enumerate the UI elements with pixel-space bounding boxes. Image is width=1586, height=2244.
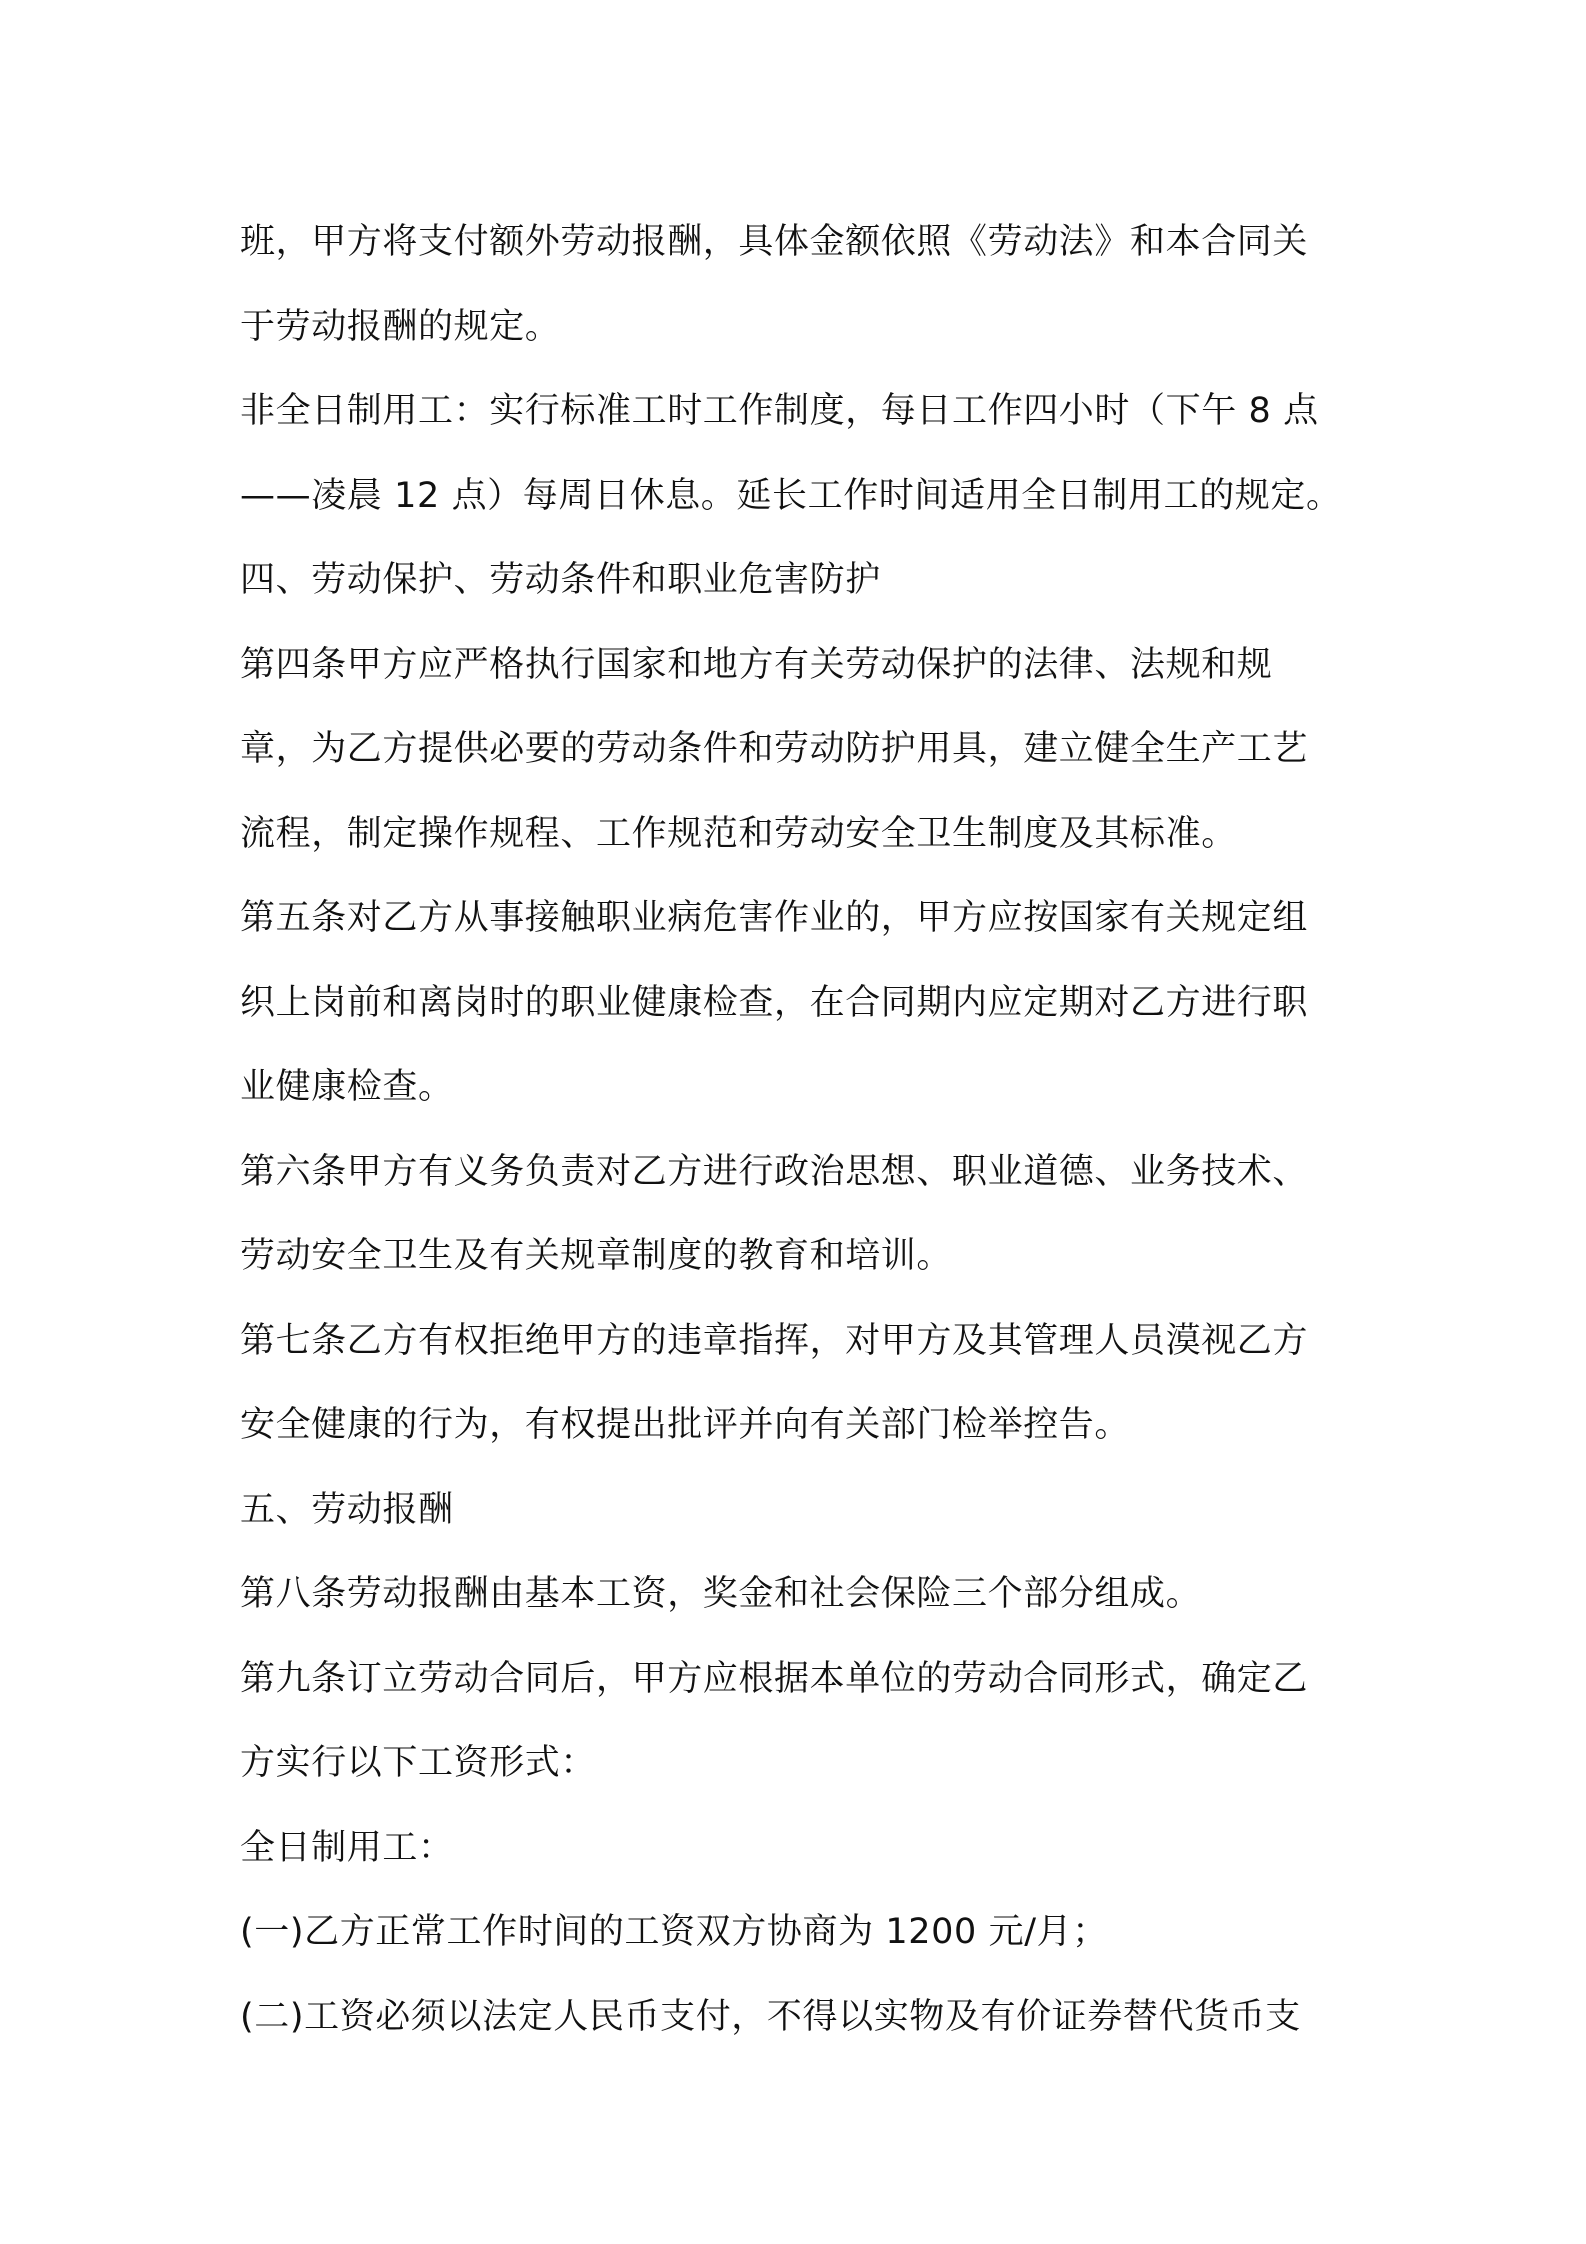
section-heading-remuneration: 五、劳动报酬 [240,1489,454,1530]
text-line: 第七条乙方有权拒绝甲方的违章指挥，对甲方及其管理人员漠视乙方 [240,1320,1309,1361]
text-line: 第八条劳动报酬由基本工资，奖金和社会保险三个部分组成。 [240,1574,1202,1614]
text-line: 安全健康的行为，有权提出批评并向有关部门检举控告。 [240,1405,1131,1445]
text-line: 织上岗前和离岗时的职业健康检查，在合同期内应定期对乙方进行职 [240,982,1309,1023]
text-line: (二)工资必须以法定人民币支付，不得以实物及有价证券替代货币支 [240,1996,1301,2037]
section-heading-labor-protection: 四、劳动保护、劳动条件和职业危害防护 [240,560,881,600]
document-body [240,200,1360,2059]
text-line: 第六条甲方有义务负责对乙方进行政治思想、职业道德、业务技术、 [240,1151,1309,1192]
text-line: (一)乙方正常工作时间的工资双方协商为 1200 元/月； [240,1912,1108,1952]
text-line: 班，甲方将支付额外劳动报酬，具体金额依照《劳动法》和本合同关 [240,222,1309,262]
text-line: 第五条对乙方从事接触职业病危害作业的，甲方应按国家有关规定组 [240,898,1309,938]
text-line: 业健康检查。 [240,1067,454,1107]
text-line: 章，为乙方提供必要的劳动条件和劳动防护用具，建立健全生产工艺 [240,729,1309,769]
text-line: 于劳动报酬的规定。 [240,306,561,347]
text-line: 流程，制定操作规程、工作规范和劳动安全卫生制度及其标准。 [240,813,1237,854]
text-line: 第四条甲方应严格执行国家和地方有关劳动保护的法律、法规和规 [240,644,1273,685]
text-line: 劳动安全卫生及有关规章制度的教育和培训。 [240,1236,953,1276]
text-line: 非全日制用工：实行标准工时工作制度，每日工作四小时（下午 8 点 [240,391,1319,431]
text-line: ——凌晨 12 点）每周日休息。延长工作时间适用全日制用工的规定。 [240,475,1342,516]
text-line: 全日制用工： [240,1827,454,1868]
text-line: 方实行以下工资形式： [240,1743,597,1783]
text-line: 第九条订立劳动合同后，甲方应根据本单位的劳动合同形式，确定乙 [240,1658,1309,1699]
